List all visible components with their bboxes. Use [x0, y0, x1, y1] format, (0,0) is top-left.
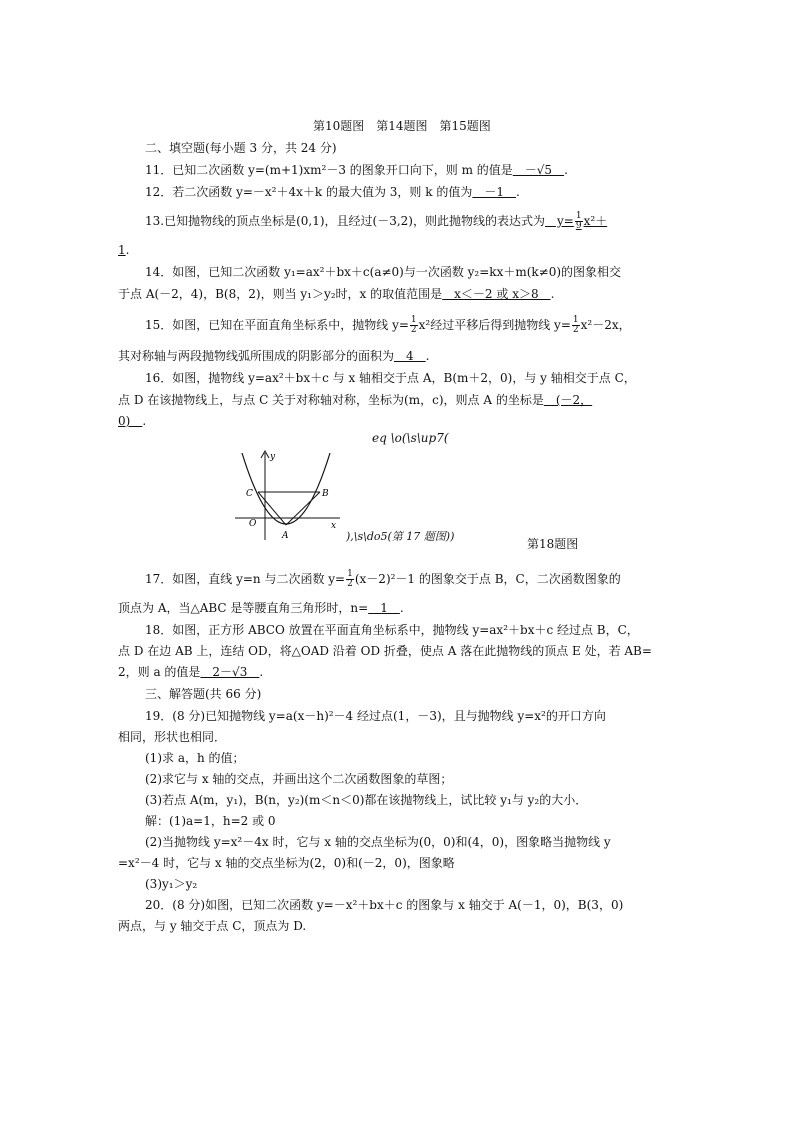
- q13-answer-a: y=: [544, 214, 574, 228]
- label-A: A: [282, 531, 289, 541]
- question-18-line1: 18．如图，正方形 ABCO 放置在平面直角坐标系中，抛物线 y=ax²＋bx＋c 经过点 B，C，: [145, 623, 639, 637]
- q18-answer: 2－√3: [200, 665, 260, 679]
- q15-end: .: [425, 349, 430, 363]
- question-16-line3: [118, 413, 146, 429]
- figure-eq-bottom: ),\s\do5(第 17 题图)): [346, 530, 455, 543]
- label-O: O: [249, 519, 257, 529]
- q17-frac-num: 1: [347, 569, 353, 579]
- q15-fraction-2: [572, 316, 580, 335]
- label-B: B: [322, 489, 329, 499]
- q15-fraction-1: [410, 316, 418, 335]
- figures-caption: 第10题图 第14题图 第15题图: [313, 119, 491, 133]
- q17-frac-den: 2: [347, 579, 353, 589]
- q15-frac1-den: 2: [410, 325, 417, 335]
- question-19-solution-1: 解：(1)a=1，h=2 或 0: [145, 814, 276, 828]
- segment-AB: [286, 492, 320, 525]
- parabola-curve: [242, 453, 330, 524]
- question-13: [145, 212, 607, 231]
- q13-frac-den: 9: [575, 221, 582, 231]
- figure-eq-top: eq \o(\s\up7(: [372, 431, 449, 445]
- question-11: [145, 162, 568, 178]
- question-18-line3: [118, 664, 263, 680]
- q11-end: .: [564, 163, 568, 177]
- q12-answer: －1: [472, 185, 516, 199]
- q15-frac1-num: 1: [410, 315, 417, 325]
- q15-text-b: x²经过平移后得到抛物线 y=: [418, 318, 571, 332]
- question-17-line1: [145, 570, 621, 589]
- section-3-title: 三、解答题(共 66 分): [145, 687, 262, 701]
- question-16-line2: [118, 392, 592, 408]
- q14-line2-text: 于点 A(－2，4)，B(8，2)，则当 y₁＞y₂时，x 的取值范围是: [118, 287, 443, 301]
- question-20-line1: 20．(8 分)如图，已知二次函数 y=－x²＋bx＋c 的图象与 x 轴交于 A(－1，0)，B(3，0): [145, 898, 624, 912]
- label-y: y: [270, 452, 276, 462]
- question-12: [145, 184, 520, 200]
- q17-text-b: (x－2)²－1 的图象交于点 B，C，二次函数图象的: [354, 572, 621, 586]
- q17-end: .: [399, 601, 404, 615]
- question-20-line2: 两点，与 y 轴交于点 C，顶点为 D.: [118, 919, 307, 933]
- question-19-solution-3: (3)y₁＞y₂: [145, 877, 198, 891]
- q13-end: .: [125, 243, 130, 257]
- figure-17-graph: [230, 445, 350, 545]
- q13-text: 13.已知抛物线的顶点坐标是(0,1)，且经过(－3,2)，则此抛物线的表达式为: [145, 214, 545, 228]
- q15-frac2-den: 2: [572, 325, 579, 335]
- q14-end: .: [550, 287, 555, 301]
- question-14-line1: 14．如图，已知二次函数 y₁=ax²＋bx＋c(a≠0)与一次函数 y₂=kx＋m(k≠0)的图象相交: [145, 265, 622, 279]
- q15-text-a: 15．如图，已知在平面直角坐标系中，抛物线 y=: [145, 318, 409, 332]
- question-13-cont: [118, 242, 129, 258]
- q17-fraction: [346, 570, 354, 589]
- q16-answer-a: (－2，: [543, 393, 593, 407]
- q15-text-c: x²－2x，: [580, 318, 631, 332]
- q17-line2-text: 顶点为 A，当△ABC 是等腰直角三角形时，n=: [118, 601, 369, 615]
- q11-text-a: 11．已知二次函数: [145, 163, 249, 177]
- q13-answer-c: 1: [118, 243, 126, 257]
- q17-text-a: 17．如图，直线 y=n 与二次函数 y=: [145, 572, 346, 586]
- question-15-line1: [145, 316, 631, 335]
- question-16-line1: 16．如图，抛物线 y=ax²＋bx＋c 与 x 轴相交于点 A，B(m＋2，0)，与 y 轴相交于点 C，: [145, 371, 636, 385]
- segment-CA: [258, 492, 286, 525]
- q15-frac2-num: 1: [572, 315, 579, 325]
- question-19-part2: (2)求它与 x 轴的交点，并画出这个二次函数图象的草图；: [145, 772, 453, 786]
- section-2-title: 二、填空题(每小题 3 分，共 24 分): [145, 141, 337, 155]
- question-18-line2: 点 D 在边 AB 上，连结 OD，将△OAD 沿着 OD 折叠，使点 A 落在此抛物线的顶点 E 处，若 AB=: [118, 644, 652, 658]
- question-14-line2: [118, 286, 554, 302]
- label-C: C: [246, 489, 253, 499]
- question-19-part1: (1)求 a，h 的值；: [145, 751, 245, 765]
- q18-end: .: [259, 665, 264, 679]
- question-19-solution-2-line2: =x²－4 时，它与 x 轴的交点坐标为(2，0)和(－2，0)，图象略: [118, 856, 455, 870]
- question-15-line2: [118, 348, 429, 364]
- q11-answer: －√5: [512, 163, 565, 177]
- q16-answer-b: 0): [118, 414, 143, 428]
- q11-text-b: y=(m+1)xm²－3 的图象开口向下，则 m 的值是: [248, 163, 513, 177]
- q12-end: .: [515, 185, 520, 199]
- q12-text: 12．若二次函数 y=－x²＋4x＋k 的最大值为 3，则 k 的值为: [145, 185, 473, 199]
- q15-line2-text: 其对称轴与两段抛物线弧所围成的阴影部分的面积为: [118, 349, 395, 363]
- q16-line2-text: 点 D 在该抛物线上，与点 C 关于对称轴对称，坐标为(m，c)，则点 A 的坐标是: [118, 393, 544, 407]
- q18-line3-text: 2，则 a 的值是: [118, 665, 201, 679]
- q14-answer: x＜－2 或 x＞8: [442, 287, 551, 301]
- question-17-line2: [118, 600, 404, 616]
- question-19-part3: (3)若点 A(m，y₁)，B(n，y₂)(m＜n＜0)都在该抛物线上，试比较 y₁与 y₂的大小．: [145, 793, 588, 807]
- q13-frac-num: 1: [575, 211, 582, 221]
- question-19-line1: 19．(8 分)已知抛物线 y=a(x－h)²－4 经过点(1，－3)，且与抛物线 y=x²的开口方向: [145, 709, 606, 723]
- label-x: x: [331, 521, 337, 531]
- figure-18-caption: 第18题图: [527, 537, 579, 551]
- question-19-line2: 相同，形状也相同．: [118, 730, 227, 744]
- q16-end: .: [142, 414, 147, 428]
- q13-answer-b: x²＋: [583, 214, 608, 228]
- q17-answer: 1: [368, 601, 400, 615]
- q15-answer: 4: [394, 349, 426, 363]
- q13-fraction: [575, 212, 583, 231]
- question-19-solution-2-line1: (2)当抛物线 y=x²－4x 时，它与 x 轴的交点坐标为(0，0)和(4，0)，图象略当抛物线 y: [145, 835, 611, 849]
